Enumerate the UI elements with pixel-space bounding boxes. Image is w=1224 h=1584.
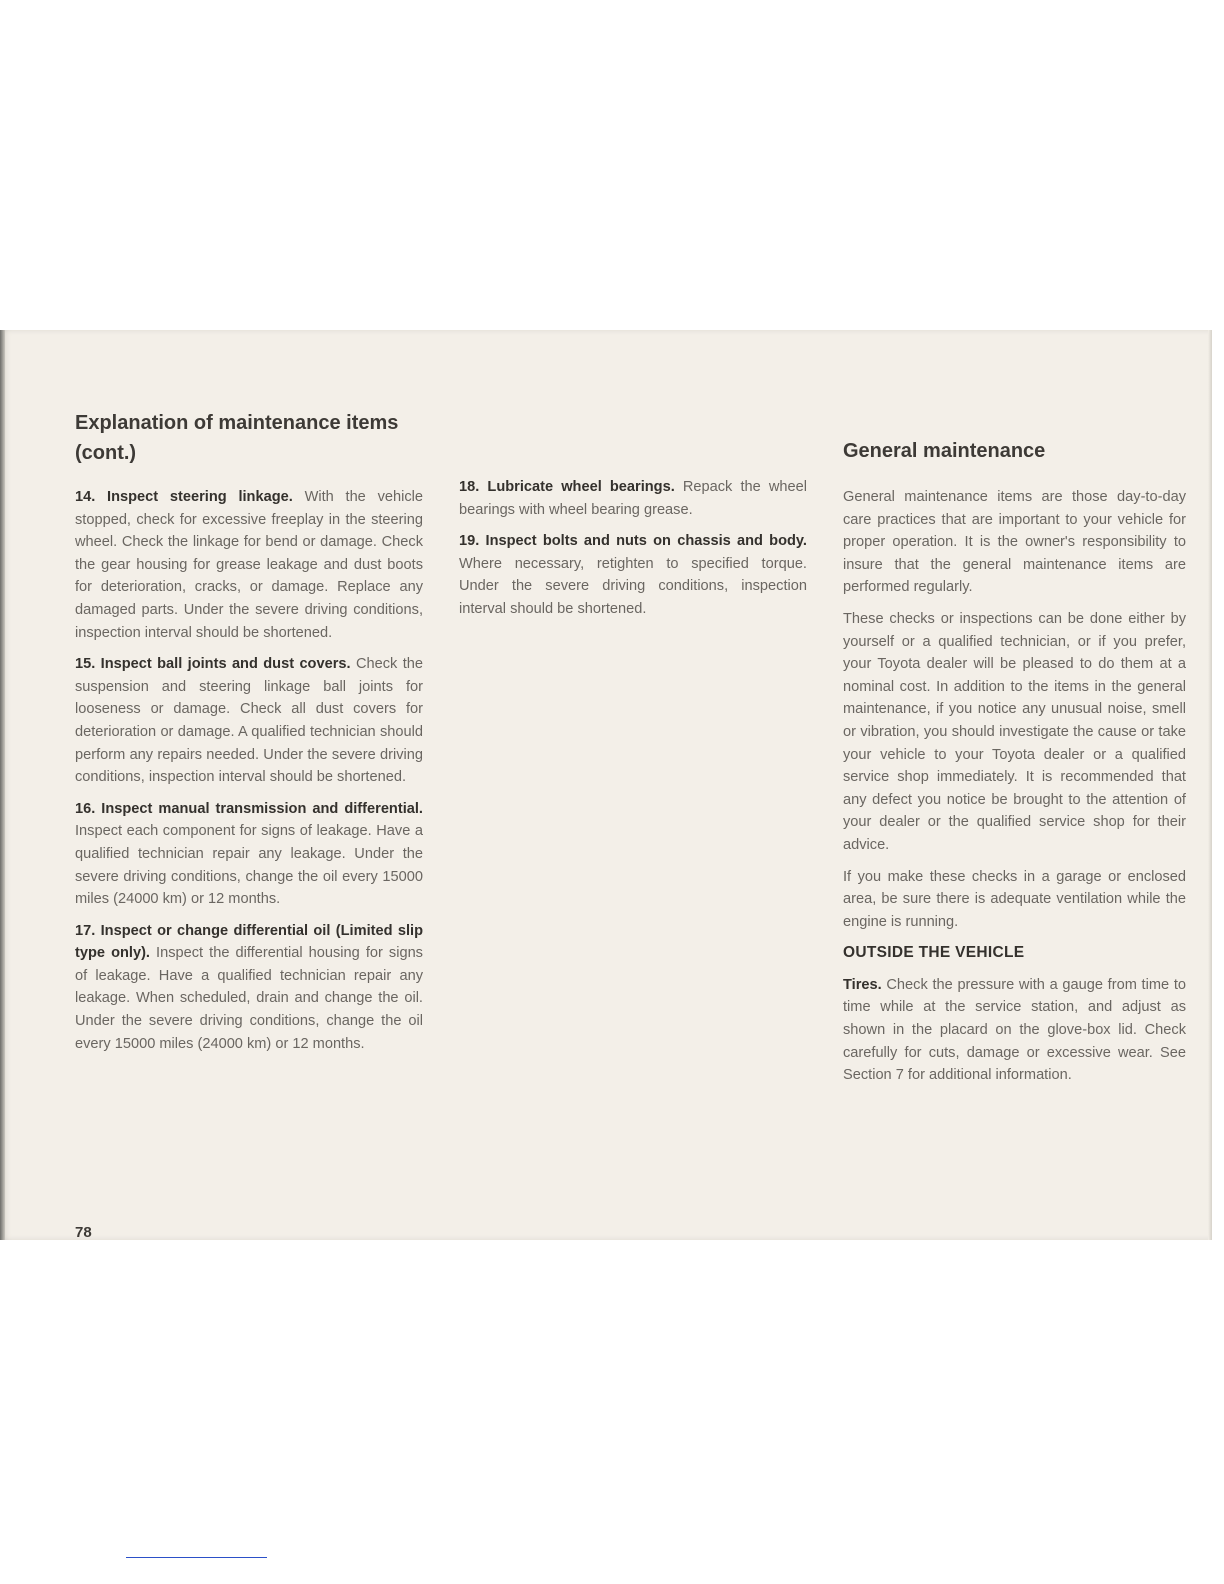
footer-rule bbox=[126, 1557, 267, 1558]
general-paragraph-1: General maintenance items are those day-to-day care practices that are important to your vehicle for proper operation. It is the owner's responsibility to insure that the general maintenance items are performed regularly. bbox=[843, 489, 1186, 596]
item-14-body: With the vehicle stopped, check for excessive freeplay in the steering wheel. Check the linkage for bend or damage. Check the gear housing for grease leakage and dust boots for deterioration, cracks, or damage. Replace any damaged parts. Under the severe driving conditions, inspection interval should be shortened. bbox=[75, 489, 423, 641]
item-18-title: 18. Lubricate wheel bearings. bbox=[459, 479, 675, 495]
scanned-manual-page bbox=[0, 330, 1212, 1240]
subheading-outside-vehicle: OUTSIDE THE VEHICLE bbox=[843, 944, 1025, 962]
item-19-body: Where necessary, retighten to specified torque. Under the severe driving conditions, inspection interval should be shortened. bbox=[459, 555, 807, 617]
page-number: 78 bbox=[75, 1224, 92, 1241]
maintenance-item-17 bbox=[75, 920, 423, 1056]
item-14-title: 14. Inspect steering linkage. bbox=[75, 489, 293, 505]
maintenance-item-15 bbox=[75, 653, 423, 789]
right-column bbox=[843, 436, 1186, 1096]
maintenance-item-16 bbox=[75, 798, 423, 911]
item-19-title: 19. Inspect bolts and nuts on chassis and body. bbox=[459, 533, 807, 550]
item-16-title: 16. Inspect manual transmission and differential. bbox=[75, 800, 423, 817]
middle-column bbox=[459, 476, 807, 630]
maintenance-item-18 bbox=[459, 476, 807, 521]
item-17-body: Inspect the differential housing for signs of leakage. Have a qualified technician repair any leakage. When scheduled, drain and change the oil. Under the severe driving conditions, change the oil every 15000 miles (24000 km) or 12 months. bbox=[75, 945, 423, 1052]
tires-body: Check the pressure with a gauge from time to time while at the service station, and adjust as shown in the placard on the glove-box lid. Check carefully for cuts, damage or excessive wear. See Section 7 for additional information. bbox=[843, 976, 1186, 1084]
maintenance-item-19 bbox=[459, 530, 807, 620]
general-paragraph-2: These checks or inspections can be done either by yourself or a qualified technician, or if you prefer, your Toyota dealer will be pleased to do them at a nominal cost. In addition to the items in the general maintenance, if you notice any unusual noise, smell or vibration, you should investigate the cause or take your vehicle to your Toyota dealer or a qualified service shop immediately. It is recommended that any defect you notice be brought to the attention of your dealer or the qualified service shop for their advice. bbox=[843, 610, 1186, 853]
item-15-body: Check the suspension and steering linkage ball joints for looseness or damage. Check all dust covers for deterioration or damage. A qualified technician should perform any repairs needed. Under the severe driving conditions, inspection interval should be shortened. bbox=[75, 656, 423, 786]
item-15-title: 15. Inspect ball joints and dust covers. bbox=[75, 656, 351, 673]
item-16-body: Inspect each component for signs of leakage. Have a qualified technician repair any leakage. Under the severe driving conditions, change the oil every 15000 miles (24000 km) or 12 months. bbox=[75, 823, 423, 908]
item-17-title: 17. Inspect or change differential oil (Limited slip type only). bbox=[75, 922, 423, 962]
tires-title: Tires. bbox=[843, 976, 882, 993]
left-column bbox=[75, 408, 423, 1064]
maintenance-item-14 bbox=[75, 486, 423, 644]
scan-right-edge bbox=[1208, 330, 1212, 1240]
tires-item bbox=[843, 974, 1186, 1087]
general-paragraph-3: If you make these checks in a garage or enclosed area, be sure there is adequate ventilation while the engine is running. bbox=[843, 868, 1186, 930]
scan-left-edge bbox=[0, 330, 5, 1240]
section-heading-general-maintenance: General maintenance bbox=[843, 440, 1046, 462]
section-heading-maintenance-items: Explanation of maintenance items (cont.) bbox=[75, 412, 399, 464]
item-18-body: Repack the wheel bearings with wheel bearing grease. bbox=[459, 479, 807, 518]
